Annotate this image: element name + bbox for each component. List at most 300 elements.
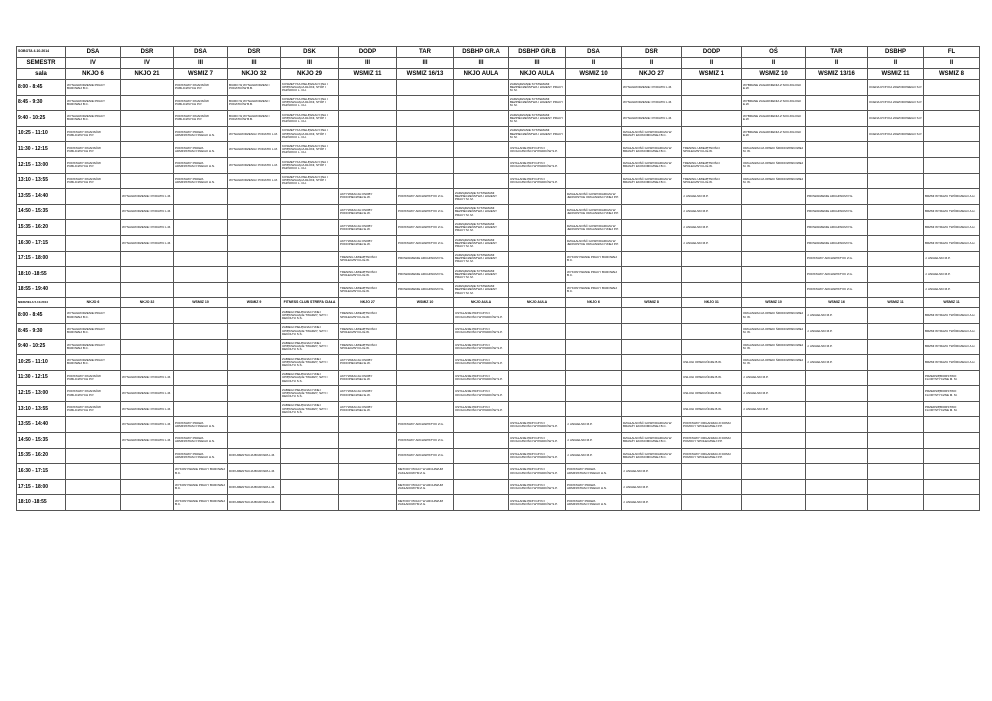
- schedule-cell: [66, 204, 121, 220]
- table-row: [17, 479, 980, 495]
- room-header: NKJO 21: [121, 69, 174, 80]
- schedule-cell: AKTYWIZACJA OSOBY PODOPIECZNEJ E.W.: [339, 204, 397, 220]
- schedule-cell: J. ANGIELSKI M.P.: [806, 323, 868, 339]
- schedule-sheet: [16, 46, 976, 511]
- schedule-cell: ORGANIZACJA OPIEKI ŚRODOWISKOWEJ M. W.: [742, 173, 806, 189]
- schedule-cell: [454, 495, 509, 511]
- schedule-cell: PODSTAWY PRAWA ADMINISTRACYJNEGO H.N.: [566, 479, 622, 495]
- schedule-cell: [454, 448, 509, 464]
- schedule-cell: [566, 126, 622, 142]
- schedule-cell: [682, 95, 742, 111]
- schedule-cell: [868, 267, 924, 283]
- schedule-cell: [924, 173, 980, 189]
- table-row: [17, 308, 980, 324]
- schedule-cell: [682, 111, 742, 127]
- schedule-cell: [868, 173, 924, 189]
- schedule-cell: PODSTAWY FINANSÓW PUBLICZNYCH P.P.: [66, 401, 121, 417]
- room-header: WSMIZ 10: [566, 69, 622, 80]
- schedule-cell: DZIAŁALNOŚĆ GOSPODARCZA W JEDNOSTCE ORGANIZACYJNEJ P.P.: [566, 189, 622, 205]
- group-header: DSR: [121, 47, 174, 58]
- schedule-cell: [924, 126, 980, 142]
- schedule-cell: USTALANIE PRZYCZYN I OKOLICZNOŚCI WYPADKÓW S.P.: [454, 386, 509, 402]
- day-label: SOBOTA 4.10.2014: [17, 47, 66, 58]
- schedule-cell: PODSTAWY PRAWA ADMINISTRACYJNEGO H.N.: [174, 126, 228, 142]
- schedule-cell: [566, 323, 622, 339]
- schedule-cell: [868, 157, 924, 173]
- schedule-cell: J. ANGIELSKI M.P.: [622, 495, 682, 511]
- schedule-cell: TRENING UMIEJĘTNOŚCI SPOŁECZNYCH E.W.: [682, 142, 742, 158]
- group-header: DSBHP GR.B: [509, 47, 566, 58]
- schedule-cell: [339, 126, 397, 142]
- schedule-cell: AKTYWIZACJA OSOBY PODOPIECZNEJ E.W.: [339, 355, 397, 371]
- table-row: [17, 126, 980, 142]
- schedule-cell: WYNAGRODZENIA I PODATKI L.M.: [228, 157, 281, 173]
- schedule-cell: [566, 355, 622, 371]
- schedule-cell: METODY PRACY W ARCHIWUM ZAKŁADOWYM Z.G.: [397, 464, 454, 480]
- schedule-cell: J. ANGIELSKI M.P.: [742, 386, 806, 402]
- schedule-cell: J. ANGIELSKI M.P.: [566, 417, 622, 433]
- schedule-cell: PROWADZENIE ARCHIWUM P.G.: [397, 267, 454, 283]
- schedule-cell: [868, 433, 924, 449]
- schedule-cell: [868, 220, 924, 236]
- schedule-cell: KOSMETYKA PIELĘGNACYJNA I UPIĘKSZAJĄCA DŁONI, STÓP I PAZNOKCI L. CH.: [281, 173, 339, 189]
- schedule-cell: WYBRANE ZAGADNIENIA Z SOCJOLOGII E.W.: [742, 126, 806, 142]
- schedule-cell: ZARZĄDZANIE SYSTEMAMI BEZPIECZEŃSTWA I HIGIENY PRACY M. M.: [454, 220, 509, 236]
- schedule-cell: WYNAGRODZENIE I PODATKI L.M.: [622, 95, 682, 111]
- schedule-cell: [924, 80, 980, 96]
- schedule-cell: [397, 386, 454, 402]
- schedule-cell: DOKUMENTACJA BIUROWA L.M.: [228, 448, 281, 464]
- schedule-cell: [742, 495, 806, 511]
- time-slot: 18:10 -18:55: [17, 495, 66, 511]
- schedule-cell: [121, 173, 174, 189]
- schedule-cell: WYNAGRODZENIE PRACY BUROWEJ B.C.: [66, 95, 121, 111]
- schedule-cell: [924, 157, 980, 173]
- schedule-cell: [868, 251, 924, 267]
- semester-header: II: [868, 58, 924, 69]
- schedule-cell: [868, 464, 924, 480]
- schedule-cell: [281, 417, 339, 433]
- schedule-cell: [742, 220, 806, 236]
- table-row: [17, 401, 980, 417]
- schedule-cell: ORGANIZACJA OPIEKI ŚRODOWISKOWEJ M. W.: [742, 323, 806, 339]
- schedule-cell: WYNAGRODZENIE I PODATKI L.M.: [121, 204, 174, 220]
- table-row: [17, 142, 980, 158]
- schedule-cell: [682, 339, 742, 355]
- schedule-cell: [622, 370, 682, 386]
- schedule-cell: BRZMI WYRAZU TWÓRCZEGO A.H.: [924, 308, 980, 324]
- schedule-cell: DZIAŁALNOŚĆ GOSPODARCZA W JEDNOSTCE ORGANIZACYJNEJ P.P.: [566, 220, 622, 236]
- schedule-cell: [66, 464, 121, 480]
- schedule-cell: WYNAGRODZENIE I PODATKI L.M.: [121, 386, 174, 402]
- schedule-cell: DZIAŁALNOŚĆ GOSPODARCZA W BRANŻY EKONOMICZNEJ B.C.: [622, 157, 682, 173]
- schedule-cell: [806, 370, 868, 386]
- schedule-cell: [66, 495, 121, 511]
- schedule-cell: ZARZĄDZANIE SYSTEMAMI BEZPIECZEŃSTWA I HIGIENY PRACY M. M.: [454, 251, 509, 267]
- group-header: DSBHP: [868, 47, 924, 58]
- schedule-cell: [868, 189, 924, 205]
- schedule-cell: J. ANGIELSKI M.P.: [622, 464, 682, 480]
- schedule-cell: [66, 267, 121, 283]
- schedule-cell: J. ANGIELSKI M.P.: [742, 401, 806, 417]
- schedule-cell: [397, 80, 454, 96]
- time-slot: 15:35 - 16:20: [17, 220, 66, 236]
- schedule-cell: [868, 142, 924, 158]
- schedule-table: [16, 46, 980, 511]
- schedule-cell: WYNAGRODZENIE I PODATKI L.M.: [121, 401, 174, 417]
- schedule-cell: ORGANIZACJA OPIEKI ŚRODOWISKOWEJ M. W.: [742, 339, 806, 355]
- schedule-cell: AKTYWIZACJA OSOBY PODOPIECZNEJ E.W.: [339, 189, 397, 205]
- schedule-cell: DZIAŁALNOŚĆ GOSPODARCZA W BRANŻY EKONOMICZNEJ B.C.: [622, 448, 682, 464]
- schedule-cell: [228, 251, 281, 267]
- time-slot: 12:15 - 13:00: [17, 386, 66, 402]
- schedule-cell: DZIAŁALNOŚĆ GOSPODARCZA W BRANŻY EKONOMICZNEJ B.C.: [622, 126, 682, 142]
- table-row: [17, 235, 980, 251]
- time-slot: 13:10 - 13:55: [17, 401, 66, 417]
- schedule-cell: [566, 401, 622, 417]
- schedule-cell: WYNAGRODZENIE I PODATKI L.M.: [121, 417, 174, 433]
- schedule-cell: [228, 282, 281, 298]
- time-slot: 12:15 - 13:00: [17, 157, 66, 173]
- schedule-cell: [281, 495, 339, 511]
- table-row: [17, 267, 980, 283]
- schedule-cell: [509, 189, 566, 205]
- schedule-cell: [682, 126, 742, 142]
- schedule-cell: PRZEDSIĘBIORSTWO FLORYSTYCZNE M. M.: [924, 370, 980, 386]
- schedule-cell: [924, 479, 980, 495]
- schedule-cell: DZIAŁALNOŚĆ GOSPODARCZA W JEDNOSTCE ORGANIZACYJNEJ P.P.: [566, 235, 622, 251]
- schedule-cell: PODSTAWY FINANSÓW PUBLICZNYCH P.P.: [174, 95, 228, 111]
- schedule-cell: [228, 204, 281, 220]
- schedule-cell: USTALANIE PRZYCZYN I OKOLICZNOŚCI WYPADKÓW S.P.: [509, 142, 566, 158]
- semester-header: III: [228, 58, 281, 69]
- schedule-cell: [174, 386, 228, 402]
- schedule-cell: [509, 339, 566, 355]
- schedule-cell: AKTYWIZACJA OSOBY PODOPIECZNEJ E.W.: [339, 370, 397, 386]
- room-header: WSMIZ 11: [868, 69, 924, 80]
- table-row: [17, 251, 980, 267]
- schedule-cell: [66, 282, 121, 298]
- schedule-cell: [397, 339, 454, 355]
- schedule-cell: USTALANIE PRZYCZYN I OKOLICZNOŚCI WYPADKÓW S.P.: [454, 355, 509, 371]
- schedule-cell: [174, 204, 228, 220]
- time-slot: 11:30 - 12:15: [17, 142, 66, 158]
- schedule-cell: [509, 235, 566, 251]
- schedule-cell: [228, 401, 281, 417]
- schedule-cell: [397, 126, 454, 142]
- schedule-cell: [622, 235, 682, 251]
- schedule-cell: [682, 479, 742, 495]
- room-header: NKJO 27: [622, 69, 682, 80]
- schedule-cell: [228, 386, 281, 402]
- table-row: [17, 495, 980, 511]
- schedule-cell: [174, 251, 228, 267]
- schedule-cell: BIURO W WYNAGRODZENI I PODATKÓW B.B.: [228, 95, 281, 111]
- time-slot: 13:55 - 14:40: [17, 417, 66, 433]
- schedule-cell: USŁUGI OPIEKUŃCZE B.W.: [682, 370, 742, 386]
- schedule-cell: PODSTAWY FINANSÓW PUBLICZNYCH P.P.: [174, 80, 228, 96]
- room-header: WSMIZ 16: [806, 298, 868, 308]
- room-header: WSMIZ 10: [742, 69, 806, 80]
- group-header: TAR: [397, 47, 454, 58]
- schedule-cell: [682, 251, 742, 267]
- schedule-cell: [742, 204, 806, 220]
- table-row: [17, 323, 980, 339]
- schedule-cell: ZARZĄDZANIE SYSTEMAMI BEZPIECZEŃSTWA I HIGIENY PRACY M. M.: [509, 80, 566, 96]
- schedule-cell: [121, 495, 174, 511]
- schedule-cell: PODSTAWY ARCHIWISTYKI Z.G.: [397, 220, 454, 236]
- schedule-cell: [174, 401, 228, 417]
- schedule-cell: [339, 95, 397, 111]
- schedule-cell: [682, 308, 742, 324]
- schedule-cell: [174, 189, 228, 205]
- schedule-cell: [339, 173, 397, 189]
- schedule-cell: J. ANGIELSKI M.P.: [742, 370, 806, 386]
- semester-label: SEMESTR: [17, 58, 66, 69]
- schedule-cell: KOSMETYKA PIELĘGNACYJNA I UPIĘKSZAJĄCA DŁONI, STÓP I PAZNOKCI L. CH.: [281, 111, 339, 127]
- schedule-cell: [806, 433, 868, 449]
- schedule-cell: USTALANIE PRZYCZYN I OKOLICZNOŚCI WYPADKÓW S.P.: [454, 401, 509, 417]
- time-slot: 8:45 - 9:30: [17, 323, 66, 339]
- schedule-cell: [454, 433, 509, 449]
- schedule-cell: KOSMETYKA PIELĘGNACYJNA I UPIĘKSZAJĄCA DŁONI, STÓP I PAZNOKCI L. CH.: [281, 142, 339, 158]
- schedule-cell: OCENA RYZYKA ZAWODOWEGO S.P.: [868, 80, 924, 96]
- schedule-cell: [742, 267, 806, 283]
- schedule-cell: [339, 80, 397, 96]
- schedule-cell: TRENING UMIEJĘTNOŚCI SPOŁECZNYCH E.W.: [339, 267, 397, 283]
- time-slot: 10:25 - 11:10: [17, 355, 66, 371]
- schedule-cell: [121, 126, 174, 142]
- schedule-cell: [622, 189, 682, 205]
- schedule-cell: J. ANGIELSKI M.P.: [566, 448, 622, 464]
- schedule-cell: PODSTAWY ARCHIWISTYKI Z.G.: [397, 204, 454, 220]
- schedule-cell: ZARZĄDZANIE SYSTEMAMI BEZPIECZEŃSTWA I HIGIENY PRACY M. M.: [454, 204, 509, 220]
- room-header: NKJO 6: [66, 298, 121, 308]
- schedule-cell: ZARZĄDZANIE SYSTEMAMI BEZPIECZEŃSTWA I HIGIENY PRACY M. M.: [454, 235, 509, 251]
- schedule-cell: BRZMI WYRAZU TWÓRCZEGO A.H.: [924, 235, 980, 251]
- table-row: [17, 220, 980, 236]
- schedule-cell: [806, 157, 868, 173]
- schedule-cell: J. ANGIELSKI M.P.: [924, 251, 980, 267]
- schedule-cell: [622, 323, 682, 339]
- schedule-cell: [174, 370, 228, 386]
- schedule-cell: USTALANIE PRZYCZYN I OKOLICZNOŚCI WYPADKÓW S.P.: [509, 495, 566, 511]
- schedule-cell: PODSTAWY FINANSÓW PUBLICZNYCH P.P.: [66, 386, 121, 402]
- schedule-cell: [339, 142, 397, 158]
- schedule-cell: [868, 204, 924, 220]
- schedule-cell: ZARZĄDZANIE SYSTEMAMI BEZPIECZEŃSTWA I HIGIENY PRACY M. M.: [509, 111, 566, 127]
- room-header: WSMIZ 8: [622, 298, 682, 308]
- schedule-cell: BRZMI WYRAZU TWÓRCZEGO A.H.: [924, 204, 980, 220]
- schedule-cell: [121, 142, 174, 158]
- semester-header: III: [339, 58, 397, 69]
- schedule-cell: [228, 189, 281, 205]
- schedule-cell: [339, 111, 397, 127]
- schedule-cell: TRENING UMIEJĘTNOŚCI SPOŁECZNYCH E.W.: [682, 173, 742, 189]
- schedule-cell: WYNAGRODZENIE PRACY BUROWEJ B.C.: [66, 111, 121, 127]
- schedule-cell: KOSMETYKA PIELĘGNACYJNA I UPIĘKSZAJĄCA DŁONI, STÓP I PAZNOKCI L. CH.: [281, 80, 339, 96]
- semester-header: IV: [121, 58, 174, 69]
- schedule-cell: PODSTAWY ARCHIWISTYKI Z.G.: [397, 417, 454, 433]
- schedule-cell: [742, 464, 806, 480]
- schedule-cell: WYKONYWANIE PRACY BUROWEJ B.C.: [174, 495, 228, 511]
- schedule-cell: AKTYWIZACJA OSOBY PODOPIECZNEJ E.W.: [339, 235, 397, 251]
- schedule-cell: WYKONYWANIE PRACY BUROWEJ B.C.: [174, 464, 228, 480]
- schedule-cell: KOSMETYKA PIELĘGNACYJNA I UPIĘKSZAJĄCA DŁONI, STÓP I PAZNOKCI L. CH.: [281, 157, 339, 173]
- schedule-cell: [397, 157, 454, 173]
- schedule-cell: [868, 417, 924, 433]
- schedule-cell: USTALANIE PRZYCZYN I OKOLICZNOŚCI WYPADKÓW S.P.: [509, 433, 566, 449]
- schedule-cell: PODSTAWY ORGANIZACJI DOMU POMOCY SPOŁECZNEJ P.P.: [682, 417, 742, 433]
- schedule-cell: [66, 220, 121, 236]
- schedule-cell: PODSTAWY PRAWA ADMINISTRACYJNEGO H.N.: [174, 448, 228, 464]
- semester-header: II: [566, 58, 622, 69]
- schedule-cell: [228, 323, 281, 339]
- schedule-cell: [806, 479, 868, 495]
- table-row: [17, 80, 980, 96]
- schedule-cell: [868, 448, 924, 464]
- schedule-cell: PODSTAWY ARCHIWISTYKI Z.G.: [397, 235, 454, 251]
- semester-header: III: [174, 58, 228, 69]
- time-slot: 18:55 - 19:40: [17, 282, 66, 298]
- time-slot: 17:15 - 18:00: [17, 479, 66, 495]
- schedule-cell: [924, 111, 980, 127]
- schedule-cell: [454, 95, 509, 111]
- schedule-cell: PODSTAWY ARCHIWISTYKI Z.G.: [806, 267, 868, 283]
- schedule-cell: PODSTAWY PRAWA ADMINISTRACYJNEGO H.N.: [174, 142, 228, 158]
- time-slot: 9:40 - 10:25: [17, 111, 66, 127]
- table-row: [17, 111, 980, 127]
- schedule-cell: USŁUGI OPIEKUŃCZE B.W.: [682, 355, 742, 371]
- schedule-cell: [566, 173, 622, 189]
- schedule-cell: [454, 417, 509, 433]
- schedule-cell: ZABIEGI PIELĘGNACYJNE I UPIĘKSZAJĄCE TWARZY, SZYI I DEKOLTU S.S.: [281, 308, 339, 324]
- schedule-cell: PODSTAWY FINANSÓW PUBLICZNYCH P.P.: [66, 142, 121, 158]
- schedule-cell: [66, 448, 121, 464]
- schedule-cell: [281, 235, 339, 251]
- schedule-cell: WYNAGRODZENIA I PODATKI L.M.: [228, 173, 281, 189]
- time-slot: 11:30 - 12:15: [17, 370, 66, 386]
- time-slot: 17:15 - 18:00: [17, 251, 66, 267]
- schedule-cell: KOSMETYKA PIELĘGNACYJNA I UPIĘKSZAJĄCA DŁONI, STÓP I PAZNOKCI L. CH.: [281, 126, 339, 142]
- schedule-cell: AKTYWIZACJA OSOBY PODOPIECZNEJ E.W.: [339, 220, 397, 236]
- schedule-cell: PODSTAWY FINANSÓW PUBLICZNYCH P.P.: [66, 173, 121, 189]
- schedule-cell: [339, 448, 397, 464]
- schedule-cell: WYNAGRODZENIA I PODATKI L.M.: [228, 142, 281, 158]
- schedule-cell: [868, 235, 924, 251]
- schedule-cell: PRZEDSIĘBIORSTWO FLORYSTYCZNE M. M.: [924, 386, 980, 402]
- day2-room-header-row: [17, 298, 980, 308]
- schedule-cell: PODSTAWY FINANSÓW PUBLICZNYCH P.P.: [66, 126, 121, 142]
- schedule-cell: USŁUGI OPIEKUŃCZE B.W.: [682, 386, 742, 402]
- group-header: DSA: [174, 47, 228, 58]
- group-header: DODP: [682, 47, 742, 58]
- schedule-cell: WYBRANE ZAGADNIENIA Z SOCJOLOGII E.W.: [742, 80, 806, 96]
- schedule-cell: [121, 267, 174, 283]
- group-header: DSR: [228, 47, 281, 58]
- table-row: [17, 204, 980, 220]
- schedule-cell: [924, 433, 980, 449]
- schedule-cell: [228, 267, 281, 283]
- schedule-cell: PODSTAWY ORGANIZACJI DOMU POMOCY SPOŁECZNEJ P.P.: [682, 448, 742, 464]
- schedule-cell: BIURO W WYNAGRODZENI I PODATKÓW B.B.: [228, 111, 281, 127]
- schedule-cell: [566, 142, 622, 158]
- schedule-cell: [806, 401, 868, 417]
- schedule-cell: [868, 308, 924, 324]
- schedule-cell: DOKUMENTACJA BIUROWA L.M.: [228, 464, 281, 480]
- schedule-cell: [742, 479, 806, 495]
- semester-header: II: [806, 58, 868, 69]
- time-slot: 10:25 - 11:10: [17, 126, 66, 142]
- table-row: [17, 433, 980, 449]
- schedule-cell: [339, 433, 397, 449]
- schedule-cell: [622, 401, 682, 417]
- schedule-cell: [281, 464, 339, 480]
- schedule-cell: J. ANGIELSKI M.P.: [622, 479, 682, 495]
- table-row: [17, 157, 980, 173]
- schedule-cell: [566, 308, 622, 324]
- schedule-cell: DZIAŁALNOŚĆ GOSPODARCZA W BRANŻY EKONOMICZNEJ B.C.: [622, 417, 682, 433]
- schedule-cell: [566, 386, 622, 402]
- schedule-cell: [66, 433, 121, 449]
- schedule-cell: J. ANGIELSKI M.P.: [682, 235, 742, 251]
- schedule-cell: [121, 479, 174, 495]
- schedule-cell: PROWADZENIE ARCHIWUM P.G.: [806, 220, 868, 236]
- schedule-cell: [228, 235, 281, 251]
- schedule-cell: [339, 464, 397, 480]
- schedule-cell: PODSTAWY PRAWA ADMINISTRACYJNEGO H.N.: [566, 495, 622, 511]
- schedule-cell: [121, 448, 174, 464]
- time-slot: 18:10 -18:55: [17, 267, 66, 283]
- schedule-cell: WYNAGRODZENIE I PODATKI L.M.: [622, 111, 682, 127]
- schedule-cell: [174, 308, 228, 324]
- schedule-cell: ORGANIZACJA OPIEKI ŚRODOWISKOWEJ M. W.: [742, 308, 806, 324]
- schedule-cell: PODSTAWY ORGANIZACJI DOMU POMOCY SPOŁECZNEJ P.P.: [682, 433, 742, 449]
- table-row: [17, 370, 980, 386]
- schedule-cell: [924, 142, 980, 158]
- schedule-cell: BRZMI WYRAZU TWÓRCZEGO A.H.: [924, 220, 980, 236]
- schedule-cell: USTALANIE PRZYCZYN I OKOLICZNOŚCI WYPADKÓW S.P.: [454, 339, 509, 355]
- room-header: WSMIZ 9: [228, 298, 281, 308]
- schedule-cell: WYNAGRODZENIE I PODATKI L.M.: [622, 80, 682, 96]
- schedule-cell: [281, 251, 339, 267]
- schedule-cell: [454, 126, 509, 142]
- schedule-cell: [397, 401, 454, 417]
- schedule-cell: WYNAGRODZENIE PRACY BUROWEJ B.C.: [66, 80, 121, 96]
- schedule-cell: WYKONYWANIE PRACY BUROWEJ B.C.: [174, 479, 228, 495]
- schedule-cell: TRENING UMIEJĘTNOŚCI SPOŁECZNYCH E.W.: [339, 339, 397, 355]
- schedule-cell: [121, 251, 174, 267]
- room-header: WSMIZ 10: [397, 298, 454, 308]
- schedule-cell: [924, 417, 980, 433]
- schedule-cell: [339, 417, 397, 433]
- room-header: FITNESS CLUB STREFA CIAŁA: [281, 298, 339, 308]
- schedule-cell: [806, 495, 868, 511]
- schedule-cell: [281, 448, 339, 464]
- schedule-cell: PROWADZENIE ARCHIWUM P.G.: [397, 282, 454, 298]
- schedule-cell: BRZMI WYRAZU TWÓRCZEGO A.H.: [924, 189, 980, 205]
- group-header: DSA: [66, 47, 121, 58]
- schedule-cell: [228, 339, 281, 355]
- schedule-cell: [454, 173, 509, 189]
- schedule-body: [17, 47, 980, 511]
- time-slot: 8:45 - 9:30: [17, 95, 66, 111]
- schedule-cell: [174, 282, 228, 298]
- schedule-cell: USTALANIE PRZYCZYN I OKOLICZNOŚCI WYPADKÓW S.P.: [509, 464, 566, 480]
- table-row: [17, 189, 980, 205]
- room-header: WSMIZ 11: [339, 69, 397, 80]
- group-header-row: [17, 47, 980, 58]
